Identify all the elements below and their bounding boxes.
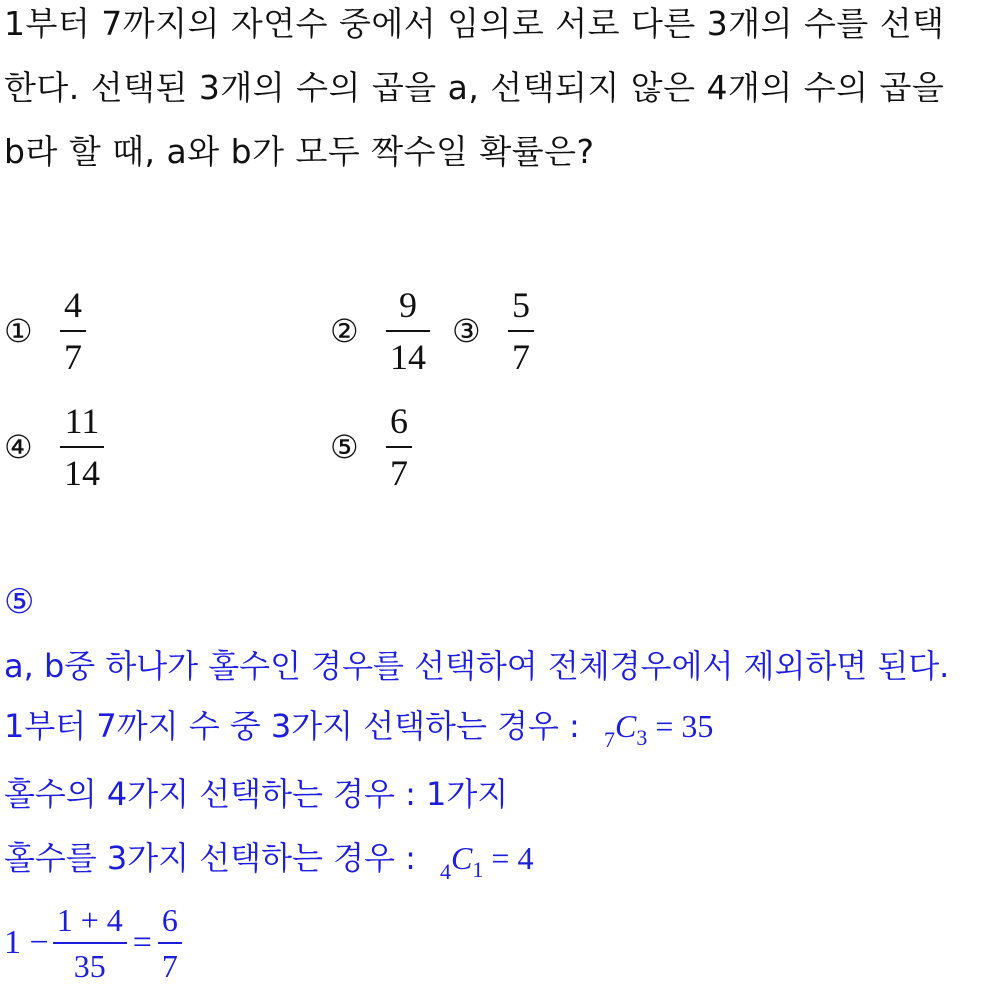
choice-4-numerator: 11 [64,401,100,441]
comb-result: = 4 [491,840,534,876]
choice-2 [330,280,430,382]
choice-2-fraction [386,280,430,382]
choice-2-numerator: 9 [399,285,417,325]
choice-3-denominator: 7 [512,337,530,377]
choice-2-marker: ② [330,312,359,350]
choice-1-marker: ① [4,312,33,350]
question-line-2: 한다. 선택된 3개의 수의 곱을 a, 선택되지 않은 4개의 수의 곱을 [4,68,945,107]
choice-5 [330,396,412,498]
choice-4 [4,396,104,498]
comb-pre: 4 [440,859,452,884]
final-equals: = [132,924,152,961]
choice-4-fraction [60,396,104,498]
final-expression [4,898,182,988]
choice-4-denominator: 14 [64,453,100,493]
comb-sub: 3 [636,725,648,750]
comb-letter: C [615,708,637,744]
final-fraction-right [158,898,182,988]
question-line-3: b라 할 때, a와 b가 모두 짝수일 확률은? [4,132,595,171]
solution-line-2-text: 1부터 7까지 수 중 3가지 선택하는 경우 : [4,707,580,745]
choice-3-fraction [508,280,534,382]
solution-line-4 [4,836,533,894]
final-left-numerator: 1 + 4 [56,902,123,938]
solution-line-3: 홀수의 4가지 선택하는 경우 : 1가지 [4,775,509,813]
choice-5-fraction [386,396,412,498]
choice-3-marker: ③ [452,312,481,350]
choice-2-denominator: 14 [390,337,426,377]
comb-sub: 1 [472,857,484,882]
choice-1-fraction [60,280,86,382]
choice-1 [4,280,86,382]
final-right-numerator: 6 [161,902,178,938]
choice-3-numerator: 5 [512,285,530,325]
question-line-1: 1부터 7까지의 자연수 중에서 임의로 서로 다른 3개의 수를 선택 [4,4,945,43]
choice-5-denominator: 7 [390,453,408,493]
final-left-denominator: 35 [73,948,106,984]
combination-4c1 [440,840,534,884]
choice-3 [452,280,534,382]
final-lead: 1 − [4,924,49,961]
solution-line-2 [4,704,713,762]
solution-line-1: a, b중 하나가 홀수인 경우를 선택하여 전체경우에서 제외하면 된다. [4,647,950,685]
final-right-denominator: 7 [161,948,178,984]
final-fraction-left [53,898,127,988]
combination-7c3 [604,708,714,752]
comb-letter: C [451,840,473,876]
choice-1-numerator: 4 [64,285,82,325]
solution-line-4-text: 홀수를 3가지 선택하는 경우 : [4,839,416,877]
comb-result: = 35 [655,708,714,744]
answer-marker: ⑤ [4,582,35,622]
choice-4-marker: ④ [4,428,33,466]
comb-pre: 7 [604,727,616,752]
choice-1-denominator: 7 [64,337,82,377]
choice-5-numerator: 6 [390,401,408,441]
choice-5-marker: ⑤ [330,428,359,466]
